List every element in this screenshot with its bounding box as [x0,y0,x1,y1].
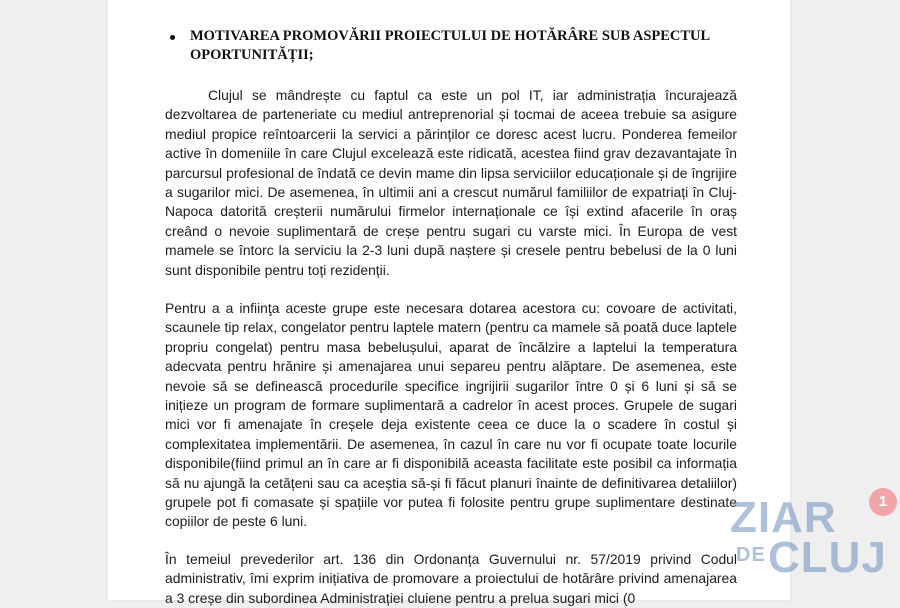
notification-badge[interactable]: 1 [869,488,897,516]
paragraph-3: În temeiul prevederilor art. 136 din Ordonanța Guvernului nr. 57/2019 privind Codul administrativ, îmi exprim inițiativa de promovare a proiectului de hotărâre privind amenajarea a 3 creșe din subordinea Administrației cluiene pentru a prelua sugari mici (0 [165,551,737,606]
paragraph-2: Pentru a a infiinţa aceste grupe este necesara dotarea acestora cu: covoare de activitati, scaunele tip relax, congelator pentru laptele matern (pentru ca mamele să poată duce laptele propriu congelat) pentru masa bebelușului, aparat de încălzire a laptelui la temperatura adecvata pentru hrănire și amenajarea unui separeu pentru alăptare. De asemenea, este nevoie să se definească procedurile specifice ingrijirii sugarilor între 0 și 6 luni și să se inițieze un program de formare suplimentară a cadrelor în acest proces. Grupele de sugari mici vor fi amenajate în creșele deja existente ceea ce duce la o scadere în costul și complexitatea implementării. De asemenea, în cazul în care nu vor fi ocupate toate locurile disponibile(fiind primul an în care ar fi disponibilă aceasta facilitate este posibil ca informația să nu ajungă la cetățeni sau ca aceștia să-și fi făcut planuri înainte de definitivarea detaliilor) grupele pot fi comasate și spațiile vor putea fi folosite pentru grupe suplimentare destinate copiilor de peste 6 luni. [165,300,737,530]
section-heading [190,27,770,65]
bullet-icon [170,35,175,40]
watermark-word-cluj: CLUJ [768,533,887,582]
section-heading-text: MOTIVAREA PROMOVĂRII PROIECTULUI DE HOTĂRÂRE SUB ASPECTUL OPORTUNITĂȚII; [190,28,710,63]
watermark-word-de: DE [736,544,766,566]
paragraph-1: Clujul se mândrește cu faptul ca este un pol IT, iar administrația încurajează dezvoltarea de parteneriate cu mediul antreprenorial și tocmai de aceea trebuie sa asigure mediul propice reîntoarcerii la servici a părinților ce doresc acest lucru. Ponderea femeilor active în domeniile în care Clujul excelează este ridicată, acestea fiind grav dezavantajate în parcursul profesional de îndată ce devin mame din lipsa serviciilor educaționale și de îngrijire a sugarilor mici. De asemenea, în ultimii ani a crescut numărul familiilor de expatriați în Cluj-Napoca datorită creșterii numărului firmelor internaționale ce își extind afacerile în oraș creând o nevoie suplimentară de creșe pentru sugari cu varste mici. În Europa de vest mamele se întorc la serviciu la 2-3 luni după naștere și cresele pentru bebelusi de la 0 luni sunt disponibile pentru toți rezidenții. [165,87,737,278]
watermark-word-ziar: ZIAR [730,493,837,542]
document-page [108,0,790,606]
